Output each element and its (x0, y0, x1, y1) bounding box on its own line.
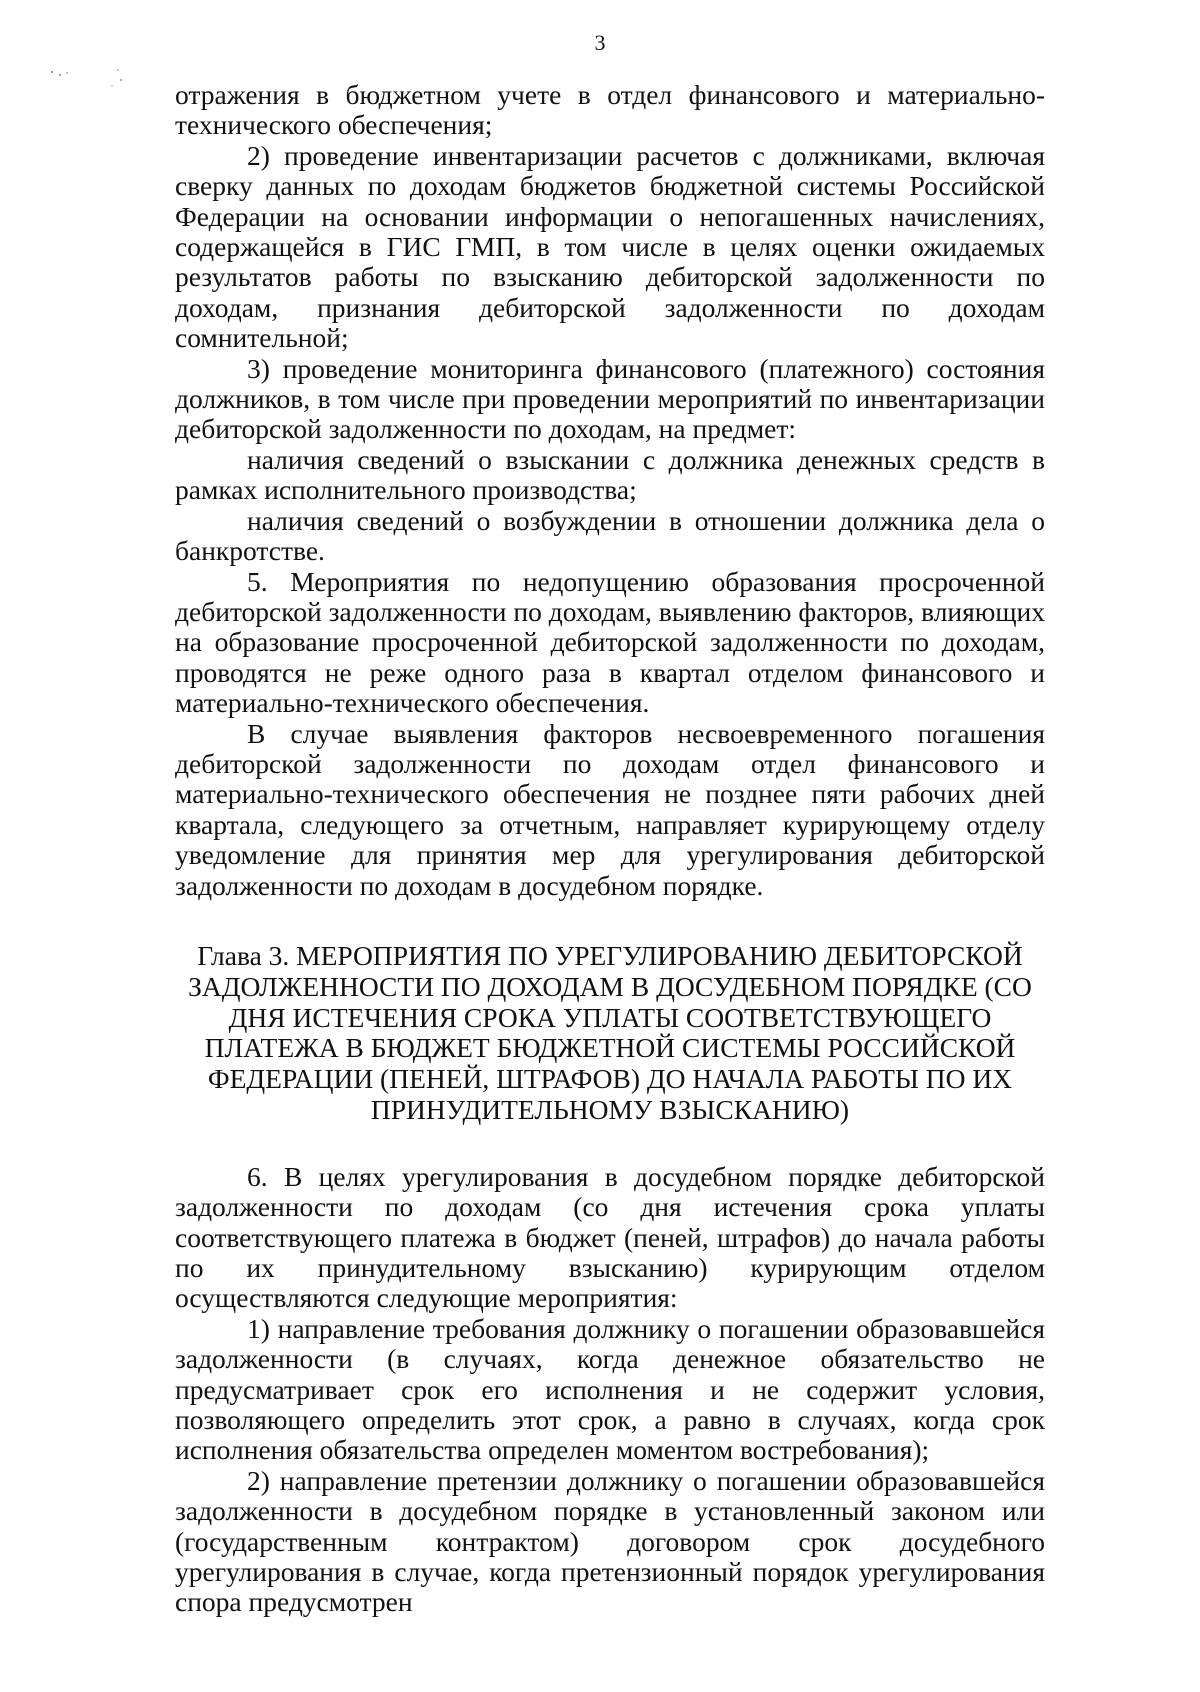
page-number: 3 (594, 30, 606, 55)
paragraph-subitem-bankruptcy: наличия сведений о возбуждении в отношении должника дела о банкротстве. (175, 504, 1045, 567)
paragraph-clause-6-item-1: 1) направление требования должнику о погашении образовавшейся задолженности (в случаях, когда денежное обязательство не предусматривает срок его исполнения и не содержит условия, позволяющего определить этот срок, а равно в случаях, когда срок исполнения обязательства определен моментом востребования); (175, 1312, 1045, 1466)
paragraph-subitem-enforcement: наличия сведений о взыскании с должника денежных средств в рамках исполнительного производства; (175, 443, 1045, 506)
document-body (175, 80, 1045, 1618)
chapter-heading: Глава 3. МЕРОПРИЯТИЯ ПО УРЕГУЛИРОВАНИЮ ДЕБИТОРСКОЙ ЗАДОЛЖЕННОСТИ ПО ДОХОДАМ В ДОСУДЕБНОМ ПОРЯДКЕ (СО ДНЯ ИСТЕЧЕНИЯ СРОКА УПЛАТЫ СООТВЕТСТВУЮЩЕГО ПЛАТЕЖА В БЮДЖЕТ БЮДЖЕТНОЙ СИСТЕМЫ РОССИЙСКОЙ ФЕДЕРАЦИИ (ПЕНЕЙ, ШТРАФОВ) ДО НАЧАЛА РАБОТЫ ПО ИХ ПРИНУДИТЕЛЬНОМУ ВЗЫСКАНИЮ) (188, 939, 1032, 1125)
scan-speck-marks (48, 66, 128, 96)
paragraph-clause-5: 5. Мероприятия по недопущению образования просроченной дебиторской задолженности по доходам, выявлению факторов, влияющих на образование просроченной дебиторской задолженности по доходам, проводятся не реже одного раза в квартал отделом финансового и материально-технического обеспечения. (175, 565, 1045, 719)
paragraph-continuation: отражения в бюджетном учете в отдел финансового и материально-технического обеспечения; (175, 79, 1045, 141)
paragraph-clause-5-factors: В случае выявления факторов несвоевременного погашения дебиторской задолженности по доходам отдел финансового и материально-технического обеспечения не позднее пяти рабочих дней квартала, следующего за отчетным, направляет курирующему отделу уведомление для принятия мер для урегулирования дебиторской задолженности по доходам в досудебном порядке. (175, 717, 1045, 901)
paragraph-clause-6-item-2: 2) направление претензии должнику о погашении образовавшейся задолженности в досудебном порядке в установленный законом или (государственным контрактом) договором срок досудебного урегулирования в случае, когда претензионный порядок урегулирования спора предусмотрен (175, 1464, 1045, 1618)
paragraph-item-3: 3) проведение мониторинга финансового (платежного) состояния должников, в том числе при проведении мероприятий по инвентаризации дебиторской задолженности по доходам, на предмет: (175, 352, 1045, 445)
paragraph-clause-6: 6. В целях урегулирования в досудебном порядке дебиторской задолженности по доходам (со дня истечения срока уплаты соответствующего платежа в бюджет (пеней, штрафов) до начала работы по их принудительному взысканию) курирующим отделом осуществляются следующие мероприятия: (175, 1160, 1045, 1314)
paragraph-item-2: 2) проведение инвентаризации расчетов с должниками, включая сверку данных по доходам бюджетов бюджетной системы Российской Федерации на основании информации о непогашенных начислениях, содержащейся в ГИС ГМП, в том числе в целях оценки ожидаемых результатов работы по взысканию дебиторской задолженности по доходам, признания дебиторской задолженности по доходам сомнительной; (175, 139, 1045, 354)
